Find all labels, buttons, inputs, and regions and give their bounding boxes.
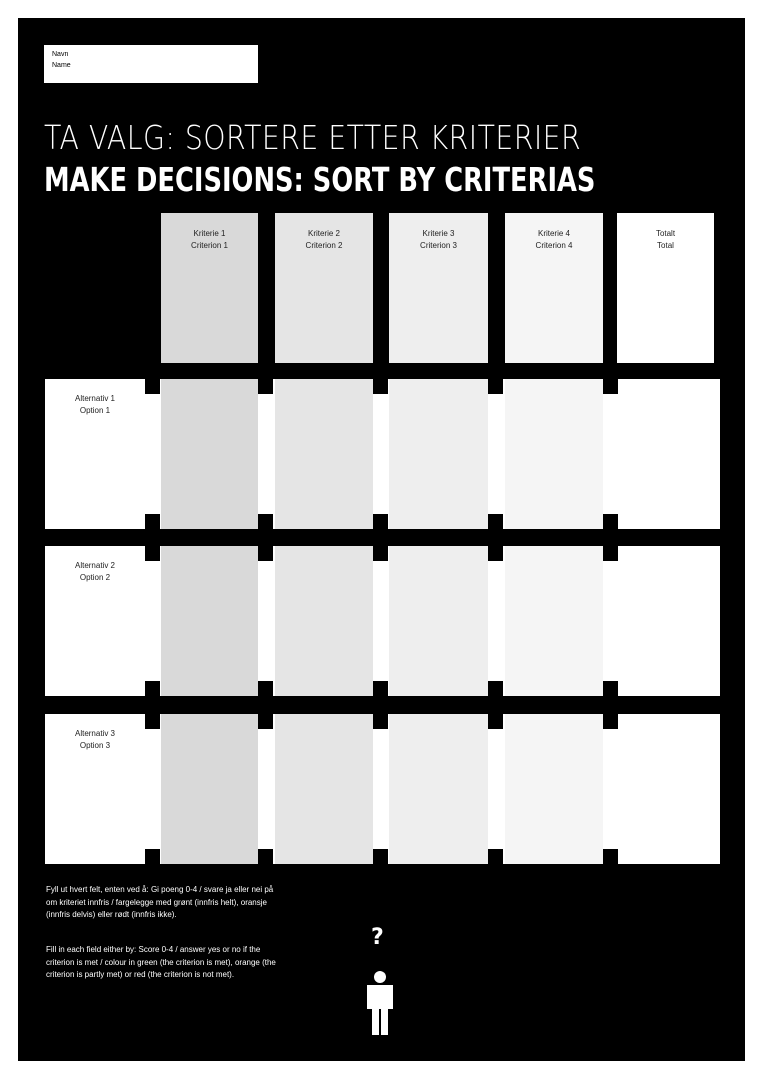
grid-notch [488,514,503,530]
option-label-2 [45,546,145,696]
grid-notch [258,849,273,865]
grid-notch [145,545,160,561]
option-label-en: Option 3 [79,741,111,750]
header-label-en: Criterion 4 [535,241,573,250]
grid-notch [258,713,273,729]
title-norwegian: TA VALG: SORTERE ETTER KRITERIER [44,118,582,157]
score-cell-option-1-col-1[interactable] [161,379,258,529]
grid-notch [488,713,503,729]
grid-notch [373,713,388,729]
grid-notch [603,378,618,394]
grid-notch [258,514,273,530]
header-label-no: Kriterie 2 [307,229,340,238]
name-field[interactable] [44,45,258,83]
score-cell-option-1-col-2[interactable] [275,379,373,529]
header-label-en: Criterion 3 [420,241,457,250]
option-label-no: Alternativ 2 [74,561,116,570]
option-label-en: Option 1 [79,406,111,415]
header-criterion-3 [389,213,488,363]
instructions-english: Fill in each field either by: Score 0-4 / answer yes or no if the criterion is met / colour in green (the criterion is met), orange (the criterion is partly met) or red (the criterion is not met). [46,945,276,979]
grid-notch [373,545,388,561]
score-cell-option-2-col-4[interactable] [505,546,603,696]
grid-notch [603,514,618,530]
grid-notch [603,681,618,697]
grid-notch [488,545,503,561]
header-label-no: Totalt [655,229,676,238]
grid-notch [258,378,273,394]
grid-notch [373,849,388,865]
score-cell-option-3-col-3[interactable] [389,714,488,864]
grid-notch [258,545,273,561]
grid-notch [603,713,618,729]
score-cell-option-2-col-3[interactable] [389,546,488,696]
name-label-no: Navn [52,51,69,58]
score-cell-option-1-col-4[interactable] [505,379,603,529]
option-label-en: Option 2 [79,573,111,582]
score-cell-option-2-col-5[interactable] [617,546,717,696]
score-cell-option-3-col-4[interactable] [505,714,603,864]
score-cell-option-3-col-1[interactable] [161,714,258,864]
option-label-no: Alternativ 3 [74,729,116,738]
grid-notch [145,849,160,865]
header-total [617,213,714,363]
option-label-1 [45,379,145,529]
header-criterion-4 [505,213,603,363]
grid-notch [258,681,273,697]
grid-notch [488,378,503,394]
option-label-3 [45,714,145,864]
grid-notch [488,849,503,865]
score-cell-option-2-col-1[interactable] [161,546,258,696]
grid-notch [145,514,160,530]
grid-notch [145,681,160,697]
header-label-no: Kriterie 3 [422,229,455,238]
option-label-no: Alternativ 1 [74,394,116,403]
header-label-en: Criterion 1 [191,241,228,250]
grid-notch [145,378,160,394]
grid-notch [603,849,618,865]
instructions-norwegian: Fyll ut hvert felt, enten ved å: Gi poeng 0-4 / svare ja eller nei på om kriteriet innfris / fargelegge med grønt (innfris helt), oransje (innfris delvis) eller rødt (innfris ikke). [46,885,274,919]
header-label-no: Kriterie 4 [537,229,570,238]
grid-notch [145,713,160,729]
header-criterion-2 [275,213,373,363]
header-label-no: Kriterie 1 [193,229,226,238]
score-cell-option-3-col-2[interactable] [275,714,373,864]
grid-notch [373,514,388,530]
header-label-en: Total [657,241,674,250]
header-label-en: Criterion 2 [305,241,343,250]
name-label-en: Name [52,62,71,69]
grid-notch [373,378,388,394]
score-cell-option-1-col-3[interactable] [389,379,488,529]
header-criterion-1 [161,213,258,363]
grid-notch [373,681,388,697]
question-mark-icon: ? [371,925,384,950]
title-english: MAKE DECISIONS: SORT BY CRITERIAS [44,160,596,199]
grid-notch [603,545,618,561]
grid-notch [488,681,503,697]
score-cell-option-1-col-5[interactable] [617,379,717,529]
score-cell-option-3-col-5[interactable] [617,714,717,864]
person-icon [365,970,395,1036]
score-cell-option-2-col-2[interactable] [275,546,373,696]
